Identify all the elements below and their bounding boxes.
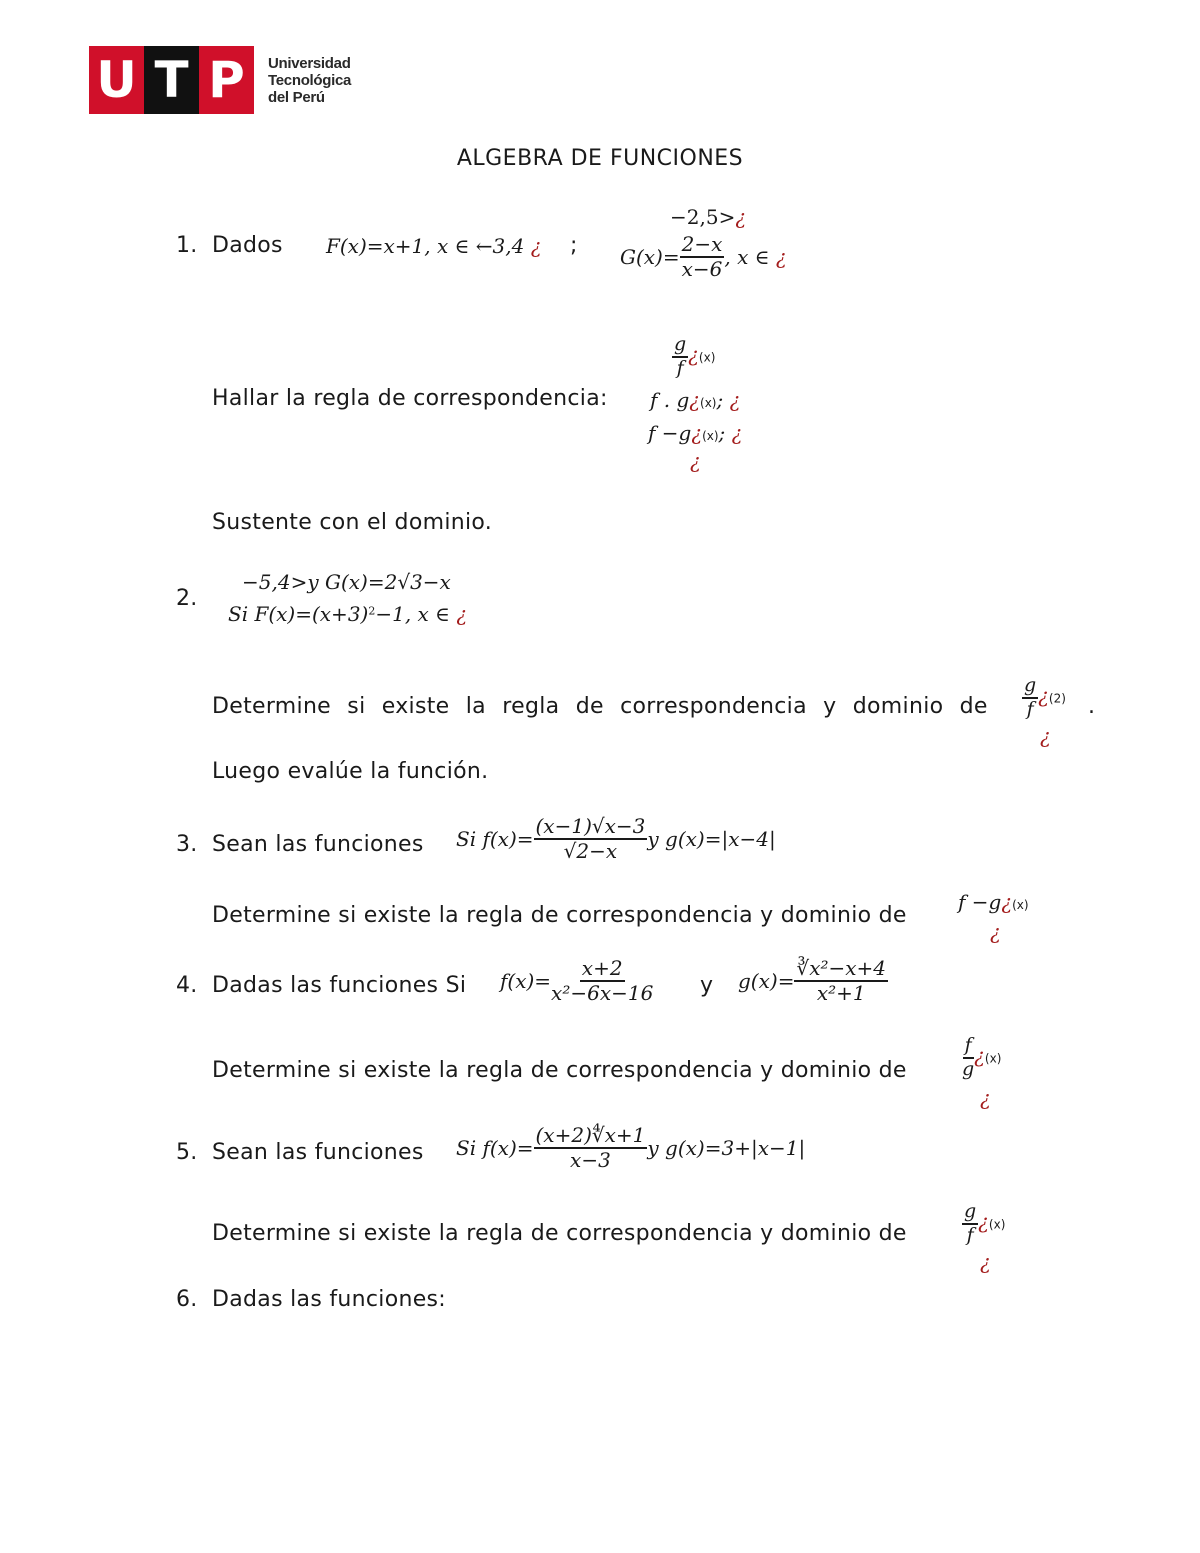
p3-label: Sean las funciones <box>212 832 424 857</box>
p1-F-definition: F(x)=x+1, x ∈ ←3,4 ¿ <box>326 234 542 258</box>
p5-number: 5. <box>176 1140 198 1165</box>
p1-separator: ; <box>570 233 578 258</box>
p1-result-3: f −g¿(x); ¿ <box>648 421 743 445</box>
p1-result-4: ¿ <box>690 449 701 473</box>
p2-number: 2. <box>176 586 198 611</box>
p1-hallar: Hallar la regla de correspondencia: <box>212 386 608 411</box>
p1-G-domain-top: −2,5>¿ <box>670 205 747 229</box>
p5-target-expr: $\frac{g}{f}$ ¿(x) <box>964 1200 1006 1246</box>
p2-determine: Determine si existe la regla de correspondencia y dominio de <box>212 694 988 719</box>
p4-determine: Determine si existe la regla de correspondencia y dominio de <box>212 1058 907 1083</box>
p1-number: 1. <box>176 233 198 258</box>
p3-target-red: ¿ <box>990 920 1001 944</box>
p3-definition: Si f(x)= $\frac{(x-1)√x-3}{√2-x}$ y g(x)=|x−4| <box>456 814 776 863</box>
p5-definition: Si f(x)= $\frac{(x+2)∜x+1}{x-3}$ y g(x)=3+|x−1| <box>456 1123 806 1172</box>
p4-target-expr: $\frac{f}{g}$ ¿(x) <box>962 1034 1002 1080</box>
p4-label: Dadas las funciones Si <box>212 973 467 998</box>
p4-f-definition: f(x)= $\frac{x+2}{\text{x²−6x−16}}$ <box>500 956 654 1005</box>
p1-sustente: Sustente con el dominio. <box>212 510 493 535</box>
p3-target-expr: f −g¿(x) <box>958 890 1029 914</box>
p2-line-1: −5,4>y G(x)=2√3−x <box>242 570 451 594</box>
logo-letter-u: U <box>89 46 144 114</box>
p4-g-definition: g(x)= $\frac{\text{∛x²−x+4}}{\text{x²+1}}$ <box>738 956 887 1005</box>
p1-result-2: f . g¿(x); ¿ <box>650 388 741 412</box>
p3-determine: Determine si existe la regla de correspondencia y dominio de <box>212 903 907 928</box>
p5-label: Sean las funciones <box>212 1140 424 1165</box>
logo-line-2: Tecnológica <box>268 72 352 89</box>
p2-dot: . <box>1088 694 1096 719</box>
p1-label: Dados <box>212 233 283 258</box>
p6-label: Dadas las funciones: <box>212 1287 447 1312</box>
p6-number: 6. <box>176 1287 198 1312</box>
p4-number: 4. <box>176 973 198 998</box>
page-title: ALGEBRA DE FUNCIONES <box>456 146 744 171</box>
p2-target-expr: $\frac{g}{f}$ ¿(2) <box>1024 674 1066 720</box>
p3-number: 3. <box>176 832 198 857</box>
logo-line-1: Universidad <box>268 55 351 72</box>
logo-letter-t: T <box>144 46 199 114</box>
logo-line-3: del Perú <box>268 89 325 106</box>
p2-line-2: Si $F(x)=(x+3)^2-1$, x ∈ ¿ <box>228 602 468 626</box>
p1-G-definition: G(x)= $\frac{2-x}{x-6}$ , x ∈ ¿ <box>620 232 787 281</box>
p2-luego: Luego evalúe la función. <box>212 759 489 784</box>
p5-target-red: ¿ <box>980 1250 991 1274</box>
p4-target-red: ¿ <box>980 1086 991 1110</box>
logo-letter-p: P <box>199 46 254 114</box>
p1-result-1: $\frac{g}{f}$ ¿(x) <box>674 333 716 379</box>
p4-y: y <box>700 973 714 998</box>
p5-determine: Determine si existe la regla de correspondencia y dominio de <box>212 1221 907 1246</box>
p2-target-red: ¿ <box>1040 724 1051 748</box>
